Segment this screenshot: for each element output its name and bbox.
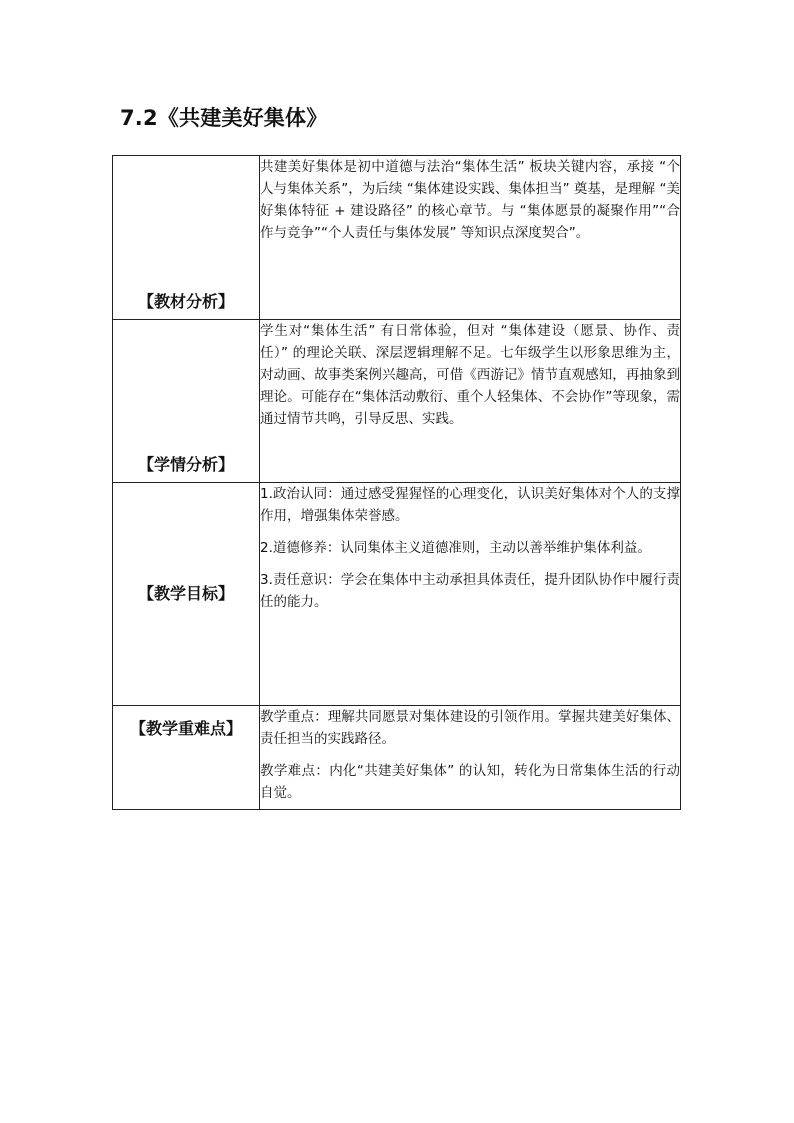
lesson-plan-table — [112, 155, 681, 810]
row-label-key-difficult-points: 【教学重难点】 — [129, 719, 242, 738]
key-point-text: 教学重点：理解共同愿景对集体建设的引领作用。掌握共建美好集体、责任担当的实践路径。 — [260, 709, 680, 747]
objective-item-3: 3.责任意识：学会在集体中主动承担具体责任，提升团队协作中履行责任的能力。 — [260, 572, 680, 610]
row-label-cell — [113, 320, 260, 483]
textbook-analysis-text: 共建美好集体是初中道德与法治“集体生活” 板块关键内容，承接 “个人与集体关系”，为后续 “集体建设实践、集体担当” 奠基，是理解 “美好集体特征 + 建设路径” 的核心章节。与 “集体愿景的凝聚作用”“合作与竞争”“个人责任与集体发展” 等知识点深度契合”。 — [260, 159, 680, 241]
difficult-point-text: 教学难点：内化“共建美好集体” 的认知，转化为日常集体生活的行动自觉。 — [260, 763, 680, 801]
row-label-student-analysis: 【学情分析】 — [137, 455, 234, 474]
row-label-teaching-objectives: 【教学目标】 — [137, 584, 234, 603]
table-row-textbook-analysis — [113, 156, 681, 320]
row-content-cell — [260, 483, 681, 706]
row-label-cell — [113, 706, 260, 810]
student-analysis-text: 学生对“集体生活” 有日常体验，但对 “集体建设（愿景、协作、责任）” 的理论关联、深层逻辑理解不足。七年级学生以形象思维为主，对动画、故事类案例兴趣高，可借《西游记》情节直观感知，再抽象到理论。可能存在“集体活动敷衍、重个人轻集体、不会协作”等现象，需通过情节共鸣，引导反思、实践。 — [260, 323, 680, 427]
row-label-cell — [113, 483, 260, 706]
document-title: 7.2《共建美好集体》 — [120, 106, 328, 130]
objective-item-1: 1.政治认同：通过感受猩猩怪的心理变化，认识美好集体对个人的支撑作用，增强集体荣誉感。 — [260, 486, 680, 524]
objective-item-2: 2.道德修养：认同集体主义道德准则，主动以善举维护集体利益。 — [260, 540, 651, 556]
row-content-cell — [260, 320, 681, 483]
table-row-key-difficult-points — [113, 706, 681, 810]
row-content-cell — [260, 156, 681, 320]
row-label-cell — [113, 156, 260, 320]
row-label-textbook-analysis: 【教材分析】 — [137, 292, 234, 311]
table-row-student-analysis — [113, 320, 681, 483]
table-row-teaching-objectives — [113, 483, 681, 706]
row-content-cell — [260, 706, 681, 810]
